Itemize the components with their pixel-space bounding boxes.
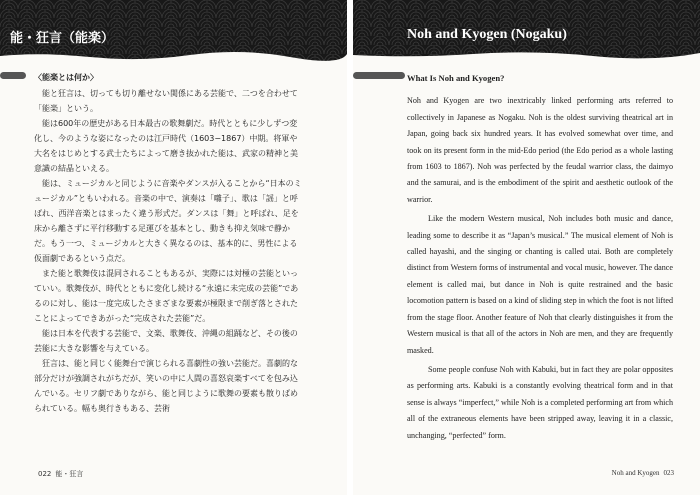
left-header-band [0, 0, 347, 62]
left-paragraph: 狂言は、能と同じく能舞台で演じられる喜劇性の強い芸能だ。喜劇的な部分だけが強調されがちだが、笑いの中に人間の喜怒哀楽すべてを包み込んでいる。セリフ劇でありながら、能と同じように歌舞の要素も散りばめられている。幅も奥行きもある、芸術 [34, 359, 298, 413]
right-header-band [353, 0, 700, 62]
right-body-text [407, 70, 673, 447]
right-page-number: 023 [663, 469, 674, 477]
left-paragraph: 能は600年の歴史がある日本最古の歌舞劇だ。時代とともに少しずつ変化し、今のような姿になったのは江戸時代（1603−1867）中期。将軍や大名をはじめとする武士たちによって磨き抜かれた能は、武家の精神と美意識の結晶といえる。 [34, 119, 298, 173]
right-folio [612, 469, 678, 477]
right-brush-stroke [353, 72, 405, 79]
left-paragraph: 能は、ミュージカルと同じように音楽やダンスが入ることから“日本のミュージカル”ともいわれる。音楽の中で、演奏は「囃子」、歌は「謡」と呼ばれ、西洋音楽とはまったく違う形式だ。ダンスは「舞」と呼ばれ、足を床から離さずに平行移動する足運びを基本とし、動きも抑え気味で静かだ。もう一つ、ミュージカルと大きく異なるのは、基本的に、男性による仮面劇であるという点だ。 [34, 179, 302, 263]
left-page [0, 0, 347, 495]
left-paragraph: 能と狂言は、切っても切り離せない関係にある芸能で、二つを合わせて「能楽」という。 [34, 89, 298, 113]
left-folio-title: 能・狂言 [55, 470, 84, 478]
right-section-heading: What Is Noh and Kyogen? [407, 73, 505, 83]
left-folio [34, 469, 83, 479]
right-paragraph: Noh and Kyogen are two inextricably linked performing arts referred to collectively in Japanese as Nogaku. Noh is the oldest surviving theatrical art in Japan, going back six hundred years. It has evolved somewhat over time, and took on its present form in the mid-Edo period (the Edo period as a whole lasting from 1603 to 1867). Noh was perfected by the feudal warrior class, the daimyo and the samurai, and is the embodiment of the spirit and aesthetic outlook of the warrior. [407, 96, 673, 204]
left-section-heading: 〈能楽とは何か〉 [34, 73, 98, 82]
right-folio-title: Noh and Kyogen [611, 469, 660, 477]
left-paragraph: また能と歌舞伎は混同されることもあるが、実際には対極の芸能といっていい。歌舞伎が、時代とともに変化し続ける“永遠に未完成の芸能”であるのに対し、能は一度完成したさまざまな要素が極限まで削ぎ落とされたことによってできあがった“完成された芸能”だ。 [34, 269, 299, 323]
left-paragraph: 能は日本を代表する芸能で、文楽、歌舞伎、沖縄の組踊など、その後の芸能に大きな影響を与えている。 [34, 329, 298, 353]
right-page-title: Noh and Kyogen (Nogaku) [407, 27, 567, 42]
left-page-number: 022 [38, 470, 52, 478]
right-paragraph: Like the modern Western musical, Noh includes both music and dance, leading some to describe it as “Japan’s musical.” The musical element of Noh is called hayashi, and the singing or chanting is called utai. Both are completely distinct from Western forms of instrumental and vocal music, however. The dance element is called mai, but dance in Noh is quite restrained and the basic locomotion pattern is based on a kind of sliding step in which the foot is not lifted from the stage floor. Another feature of Noh that clearly distinguishes it from the Western musical is that all of the actors in Noh are men, and they are frequently masked. [407, 214, 673, 355]
left-body-text [34, 70, 302, 416]
left-brush-stroke [0, 72, 26, 79]
right-paragraph: Some people confuse Noh with Kabuki, but in fact they are polar opposites as performing arts. Kabuki is a constantly evolving theatrical form and in that sense is always “imperfect,” while Noh is a completed performing art from which all of the extraneous elements have been stripped away, leaving it in a classic, unchanging, “perfected” form. [407, 364, 673, 440]
left-page-title: 能・狂言（能楽） [10, 31, 115, 46]
right-page [353, 0, 700, 495]
